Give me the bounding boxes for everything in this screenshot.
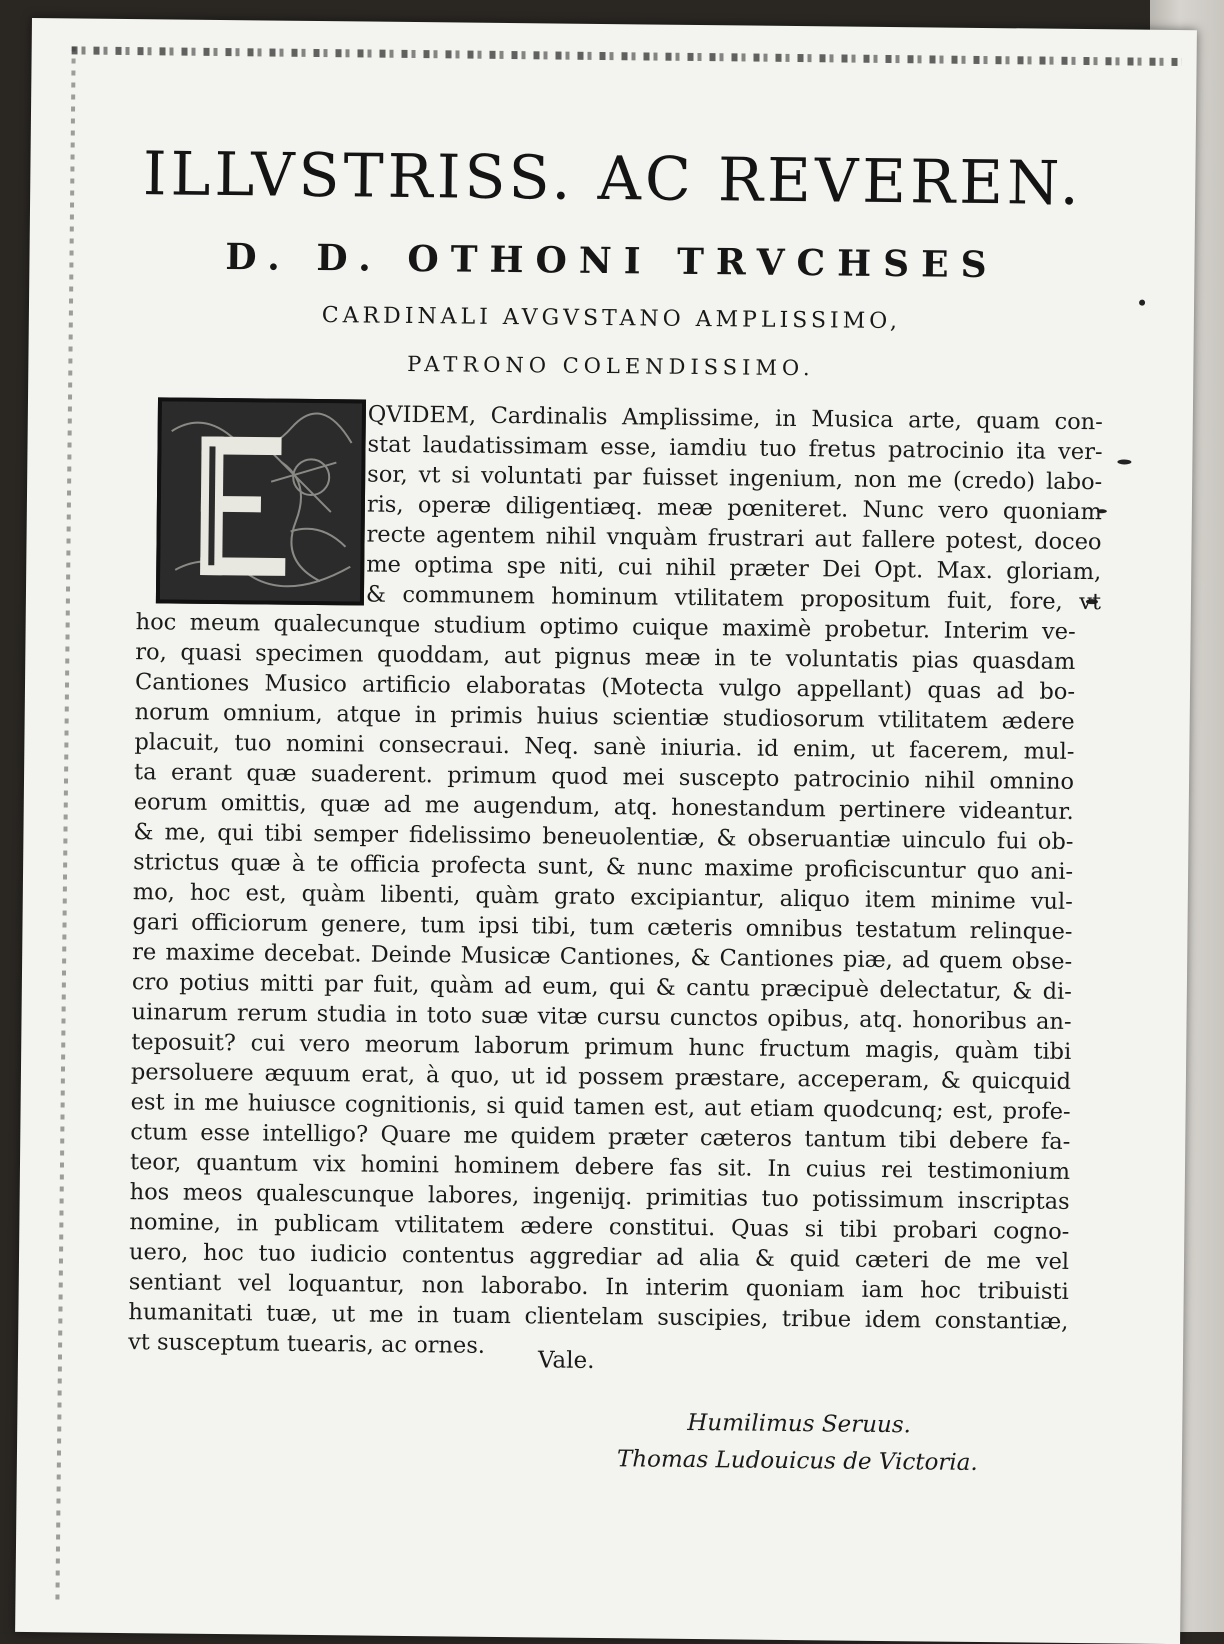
valediction: Vale.	[537, 1347, 595, 1374]
heading-line-4: PATRONO COLENDISSIMO.	[407, 351, 815, 381]
body-line: sor, vt si voluntati par fuisset ingenium, non me (credo) labo-	[367, 461, 1103, 496]
body-line: eorum omittis, quæ ad me augendum, atq. honestandum pertinere videantur.	[133, 789, 1074, 825]
body-line: stat laudatissimam esse, iamdiu tuo fretus patrocinio ita ver-	[367, 431, 1103, 466]
body-line: & communem hominum vtilitatem propositum fuit, fore, vt	[365, 581, 1102, 616]
woodcut-initial-icon	[156, 397, 366, 605]
body-line: uinarum rerum studia in toto suæ vitæ cursu cunctos opibus, atq. honoribus an-	[131, 999, 1072, 1035]
body-line: strictus quæ à te officia profecta sunt, & nunc maxime proficiscuntur quo ani-	[133, 849, 1074, 885]
body-line: recte agentem nihil vnquàm frustrari aut fallere potest, doceo	[366, 521, 1102, 556]
body-line: hos meos qualescunque labores, ingenijq. primitias tuo potissimum inscriptas	[129, 1179, 1070, 1215]
body-line: uero, hoc tuo iudicio contentus aggrediar ad alia & quid cæteri de me vel	[128, 1239, 1070, 1275]
scan-edge-left	[55, 46, 75, 1606]
heading-line-2: D. D. OTHONI TRVCHSES	[225, 236, 999, 287]
scan-edge-top	[72, 46, 1182, 66]
ink-smudge	[1117, 459, 1131, 464]
body-line: mo, hoc est, quàm libenti, quàm grato excipiantur, aliquo item minime vul-	[132, 879, 1073, 915]
signature-line-2: Thomas Ludouicus de Victoria.	[616, 1446, 978, 1476]
body-line: norum omnium, atque in primis huius scientiæ studiosorum vtilitatem ædere	[134, 699, 1075, 735]
body-line: ctum esse intelligo? Quare me quidem præter cæteros tantum tibi debere fa-	[130, 1119, 1071, 1155]
body-line: sentiant vel loquantur, non laborabo. In interim quoniam iam hoc tribuisti	[128, 1269, 1069, 1305]
body-line: est in me huiusce cognitionis, si quid tamen est, aut etiam quodcunq; est, profe-	[130, 1089, 1071, 1125]
body-line: vt susceptum tuearis, ac ornes.	[128, 1329, 486, 1359]
body-line: nomine, in publicam vtilitatem ædere constitui. Quas si tibi probari cogno-	[129, 1209, 1070, 1245]
body-line: Cantiones Musico artificio elaboratas (Motecta vulgo appellant) quas ad bo-	[134, 669, 1076, 705]
body-line: teposuit? cui vero meorum laborum primum hunc fructum magis, quàm tibi	[131, 1029, 1072, 1065]
document-page	[15, 18, 1197, 1644]
body-line: gari officiorum genere, tum ipsi tibi, tum cæteris omnibus testatum relinque-	[132, 909, 1073, 945]
ink-smudge	[1139, 300, 1145, 306]
heading-line-1: ILLVSTRISS. AC REVEREN.	[142, 139, 1084, 220]
body-line: ris, operæ diligentiæq. meæ pœniteret. Nunc vero quoniam	[366, 491, 1103, 526]
body-line: hoc meum qualecunque studium optimo cuique maximè probetur. Interim ve-	[135, 609, 1076, 645]
body-line: ta erant quæ suaderent. primum quod mei suscepto patrocinio nihil omnino	[133, 759, 1075, 795]
body-line: me optima spe niti, cui nihil præter Dei Opt. Max. gloriam,	[366, 551, 1102, 586]
body-line: persoluere æquum erat, à quo, ut id possem præstare, acceperam, & quicquid	[130, 1059, 1072, 1095]
body-line: humanitati tuæ, ut me in tuam clientelam suscipies, tribue idem constantiæ,	[128, 1299, 1069, 1335]
body-line: placuit, tuo nomini consecraui. Neq. sanè iniuria. id enim, ut facerem, mul-	[134, 729, 1075, 765]
body-line: teor, quantum vix homini hominem debere fas sit. In cuius rei testimonium	[129, 1149, 1071, 1185]
body-line: cro potius mitti par fuit, quàm ad eum, qui & cantu præcipuè delectatur, & di-	[131, 969, 1072, 1005]
signature-line-1: Humilimus Seruus.	[687, 1409, 912, 1439]
body-line: & me, qui tibi semper fidelissimo beneuolentiæ, & obseruantiæ uinculo fui ob-	[133, 819, 1074, 855]
body-line: ro, quasi specimen quoddam, aut pignus meæ in te voluntatis pias quasdam	[135, 639, 1076, 675]
body-line: QVIDEM, Cardinalis Amplissime, in Musica arte, quam con-	[367, 401, 1103, 436]
body-line: re maxime decebat. Deinde Musicæ Cantiones, & Cantiones piæ, ad quem obse-	[132, 939, 1073, 975]
heading-line-3: CARDINALI AVGVSTANO AMPLISSIMO,	[321, 303, 902, 335]
